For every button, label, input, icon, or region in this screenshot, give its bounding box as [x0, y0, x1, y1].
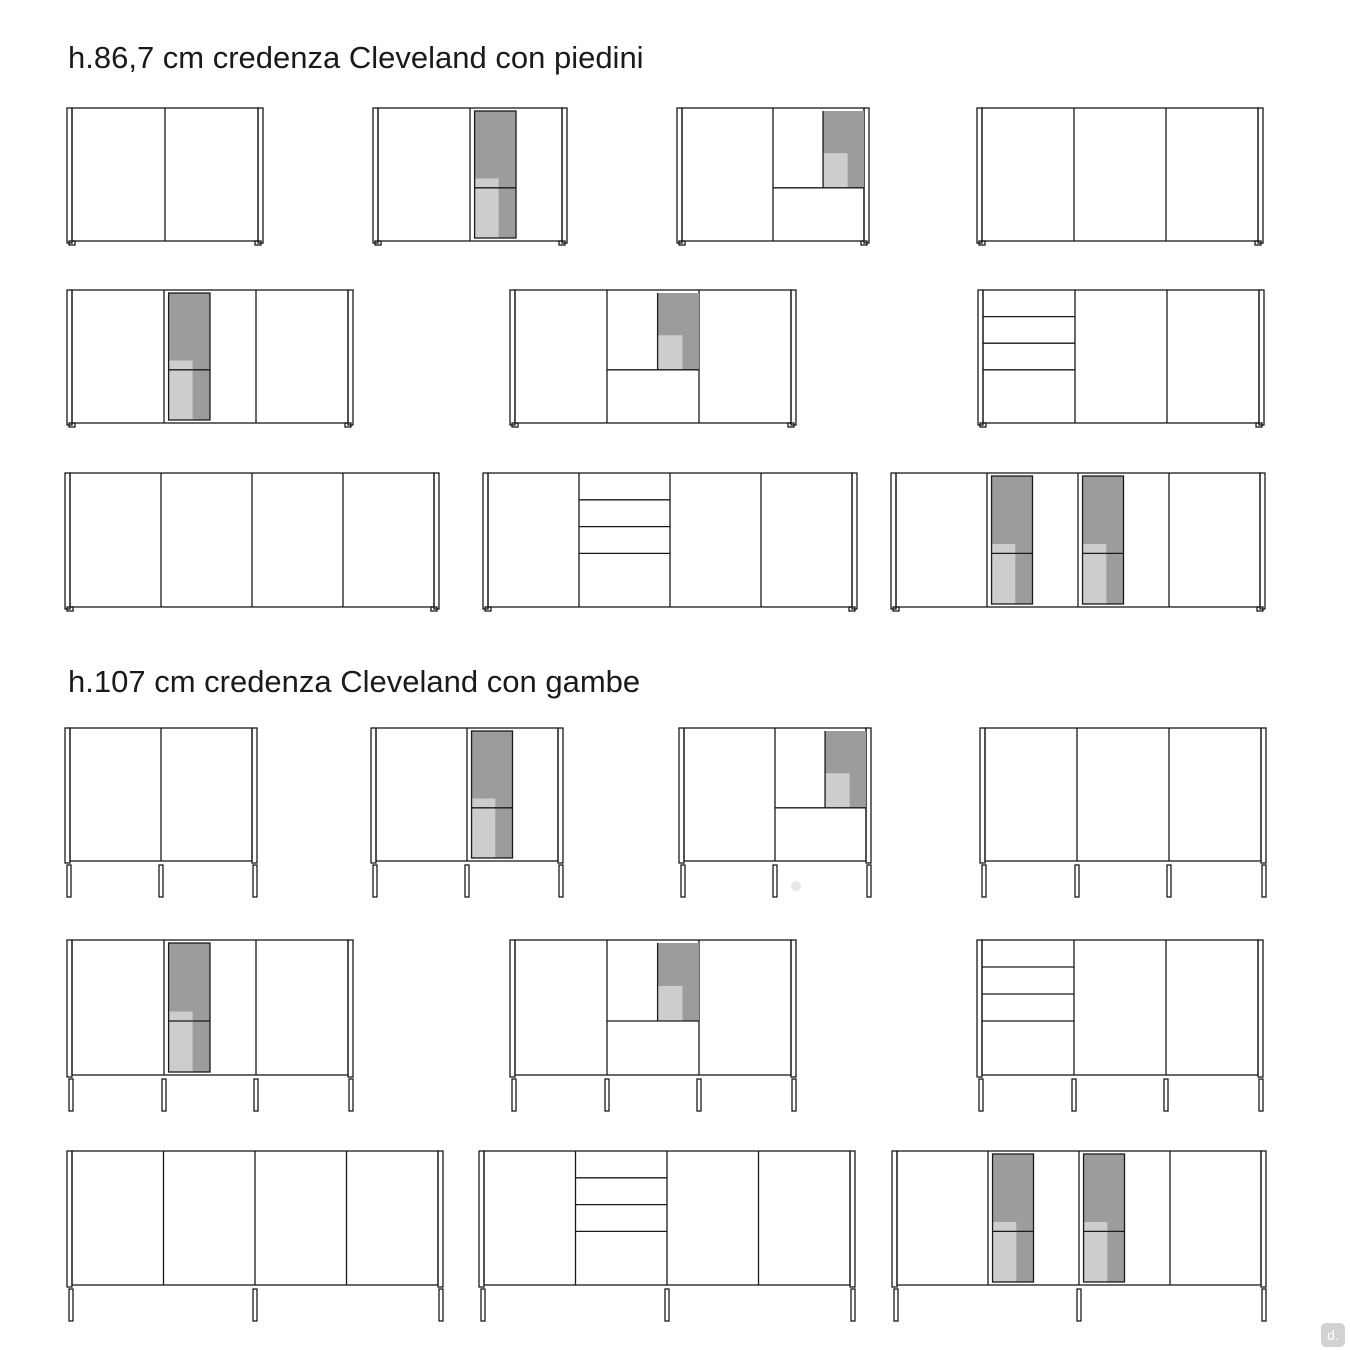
leg [439, 1289, 443, 1321]
side-panel [1259, 290, 1264, 425]
leg [253, 865, 257, 897]
sideboard-9 [483, 473, 857, 611]
side-panel [1261, 1151, 1266, 1287]
side-panel [258, 108, 263, 243]
sideboard-4 [977, 108, 1263, 245]
leg [773, 865, 777, 897]
side-panel [373, 108, 378, 243]
side-panel [850, 1151, 855, 1287]
leg [512, 1079, 516, 1111]
body-outline [515, 940, 791, 1075]
small-glass-light [823, 153, 848, 188]
sideboard-13 [679, 728, 871, 897]
side-panel [791, 290, 796, 425]
side-panel [791, 940, 796, 1077]
leg [481, 1289, 485, 1321]
leg [681, 865, 685, 897]
side-panel [1258, 940, 1263, 1077]
side-panel [434, 473, 439, 609]
sideboard-6 [510, 290, 796, 427]
body-outline [983, 290, 1259, 423]
leg [159, 865, 163, 897]
side-panel [67, 108, 72, 243]
leg [894, 1289, 898, 1321]
side-panel [558, 728, 563, 863]
side-panel [348, 940, 353, 1077]
side-panel [67, 940, 72, 1077]
leg [1075, 865, 1079, 897]
leg [254, 1079, 258, 1111]
side-panel [67, 1151, 72, 1287]
side-panel [65, 473, 70, 609]
side-panel [371, 728, 376, 863]
sideboard-18 [67, 1151, 443, 1321]
small-glass-light [658, 335, 683, 370]
side-panel [977, 108, 982, 243]
body-outline [985, 728, 1261, 861]
leg [373, 865, 377, 897]
side-panel [483, 473, 488, 609]
leg [1262, 1289, 1266, 1321]
sideboard-17 [977, 940, 1263, 1111]
leg [665, 1289, 669, 1321]
section-title-piedini: h.86,7 cm credenza Cleveland con piedini [68, 40, 644, 75]
side-panel [438, 1151, 443, 1287]
body-outline [982, 940, 1258, 1075]
leg [1262, 865, 1266, 897]
leg [349, 1079, 353, 1111]
side-panel [510, 940, 515, 1077]
sideboard-19 [479, 1151, 855, 1321]
leg [1164, 1079, 1168, 1111]
small-glass-light [825, 773, 850, 808]
leg [851, 1289, 855, 1321]
leg [982, 865, 986, 897]
leg [867, 865, 871, 897]
side-panel [67, 290, 72, 425]
leg [559, 865, 563, 897]
side-panel [892, 1151, 897, 1287]
side-panel [1261, 728, 1266, 863]
leg [1259, 1079, 1263, 1111]
small-glass-light [658, 986, 683, 1021]
side-panel [978, 290, 983, 425]
side-panel [977, 940, 982, 1077]
leg [465, 865, 469, 897]
sideboard-2 [373, 108, 567, 245]
sideboard-11 [65, 728, 257, 897]
side-panel [980, 728, 985, 863]
sideboard-3 [677, 108, 869, 245]
side-panel [510, 290, 515, 425]
leg [697, 1079, 701, 1111]
brand-logo: d. [1321, 1323, 1345, 1347]
sideboard-16 [510, 940, 796, 1111]
side-panel [679, 728, 684, 863]
body-outline [515, 290, 791, 423]
side-panel [677, 108, 682, 243]
leg [253, 1289, 257, 1321]
sideboard-5 [67, 290, 353, 427]
sideboard-12 [371, 728, 563, 897]
sideboard-7 [978, 290, 1264, 427]
leg [69, 1079, 73, 1111]
side-panel [252, 728, 257, 863]
stray-mark [791, 881, 801, 891]
sideboard-1 [67, 108, 263, 245]
sideboard-15 [67, 940, 353, 1111]
sideboard-8 [65, 473, 439, 611]
leg [979, 1079, 983, 1111]
side-panel [891, 473, 896, 609]
side-panel [1258, 108, 1263, 243]
side-panel [852, 473, 857, 609]
body-outline [982, 108, 1258, 241]
leg [792, 1079, 796, 1111]
side-panel [866, 728, 871, 863]
sideboard-10 [891, 473, 1265, 611]
leg [162, 1079, 166, 1111]
side-panel [1260, 473, 1265, 609]
section-title-gambe: h.107 cm credenza Cleveland con gambe [68, 664, 641, 699]
side-panel [65, 728, 70, 863]
side-panel [562, 108, 567, 243]
side-panel [864, 108, 869, 243]
side-panel [348, 290, 353, 425]
leg [1077, 1289, 1081, 1321]
leg [1072, 1079, 1076, 1111]
side-panel [479, 1151, 484, 1287]
sideboard-20 [892, 1151, 1266, 1321]
leg [1167, 865, 1171, 897]
sideboard-14 [980, 728, 1266, 897]
leg [67, 865, 71, 897]
leg [605, 1079, 609, 1111]
leg [69, 1289, 73, 1321]
